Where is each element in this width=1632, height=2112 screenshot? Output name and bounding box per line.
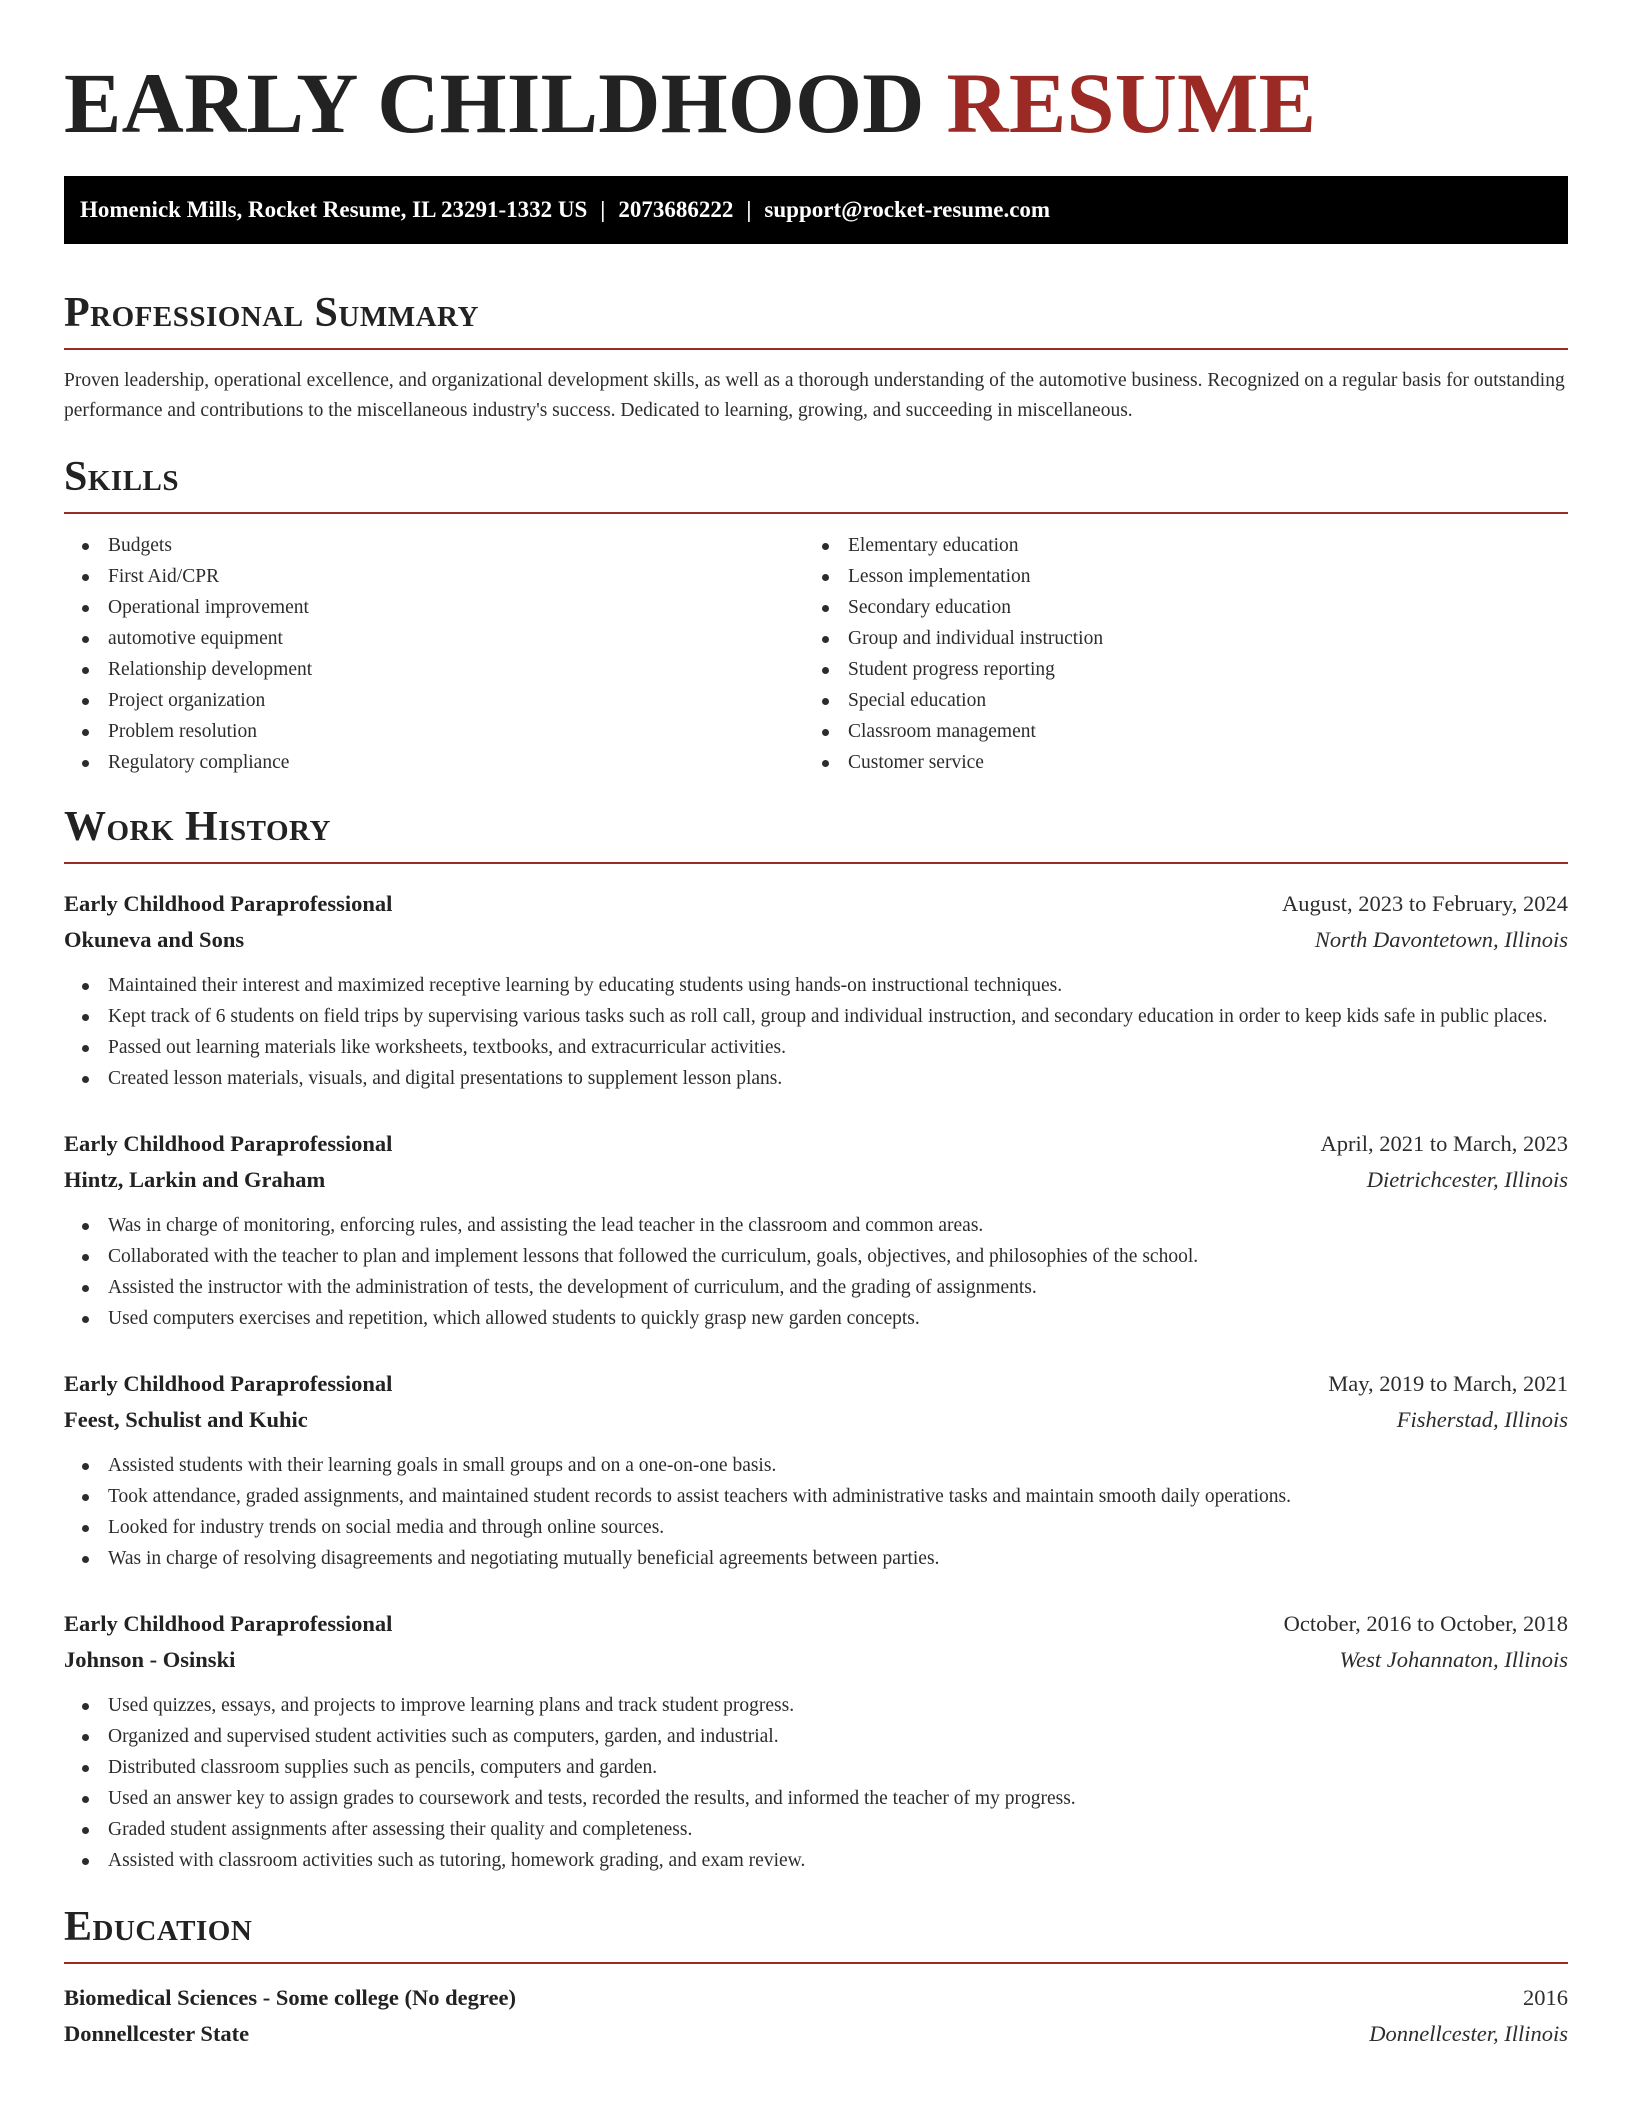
job-company: Okuneva and Sons: [64, 927, 245, 952]
education-heading: Education: [64, 1902, 1568, 1964]
job-entry: [64, 1606, 1568, 1876]
job-bullet: Used quizzes, essays, and projects to improve learning plans and track student progress.: [64, 1690, 1568, 1721]
contact-bar: [64, 176, 1568, 244]
summary-heading: Professional Summary: [64, 288, 1568, 350]
skill-item: Lesson implementation: [804, 561, 1544, 592]
skill-item: Group and individual instruction: [804, 623, 1544, 654]
work-history-heading: Work History: [64, 802, 1568, 864]
job-entry: [64, 886, 1568, 1094]
job-bullet: Distributed classroom supplies such as pencils, computers and garden.: [64, 1752, 1568, 1783]
job-bullet: Assisted students with their learning goals in small groups and on a one-on-one basis.: [64, 1450, 1568, 1481]
job-title: Early Childhood Paraprofessional: [64, 1611, 393, 1636]
job-bullet: Maintained their interest and maximized receptive learning by educating students using hands-on instructional techniques.: [64, 970, 1568, 1001]
skills-column-left: [64, 530, 804, 778]
job-bullet: Created lesson materials, visuals, and digital presentations to supplement lesson plans.: [64, 1063, 1568, 1094]
skill-item: Regulatory compliance: [64, 747, 804, 778]
education-location: Donnellcester, Illinois: [1369, 2021, 1568, 2046]
skill-item: Project organization: [64, 685, 804, 716]
contact-separator: |: [746, 197, 752, 222]
title-accent: RESUME: [946, 55, 1317, 151]
skills-list: [64, 530, 1568, 778]
job-company: Feest, Schulist and Kuhic: [64, 1407, 308, 1432]
skill-item: Student progress reporting: [804, 654, 1544, 685]
skill-item: Special education: [804, 685, 1544, 716]
job-company: Hintz, Larkin and Graham: [64, 1167, 326, 1192]
skill-item: First Aid/CPR: [64, 561, 804, 592]
skill-item: automotive equipment: [64, 623, 804, 654]
resume-page: [64, 0, 1568, 2052]
job-bullets: [64, 1210, 1568, 1334]
job-dates: August, 2023 to February, 2024: [1281, 891, 1568, 916]
job-bullets: [64, 1690, 1568, 1876]
job-bullet: Used computers exercises and repetition, which allowed students to quickly grasp new garden concepts.: [64, 1303, 1568, 1334]
job-title: Early Childhood Paraprofessional: [64, 1131, 393, 1156]
job-bullet: Assisted with classroom activities such as tutoring, homework grading, and exam review.: [64, 1845, 1568, 1876]
skill-item: Budgets: [64, 530, 804, 561]
job-dates: May, 2019 to March, 2021: [1328, 1371, 1568, 1396]
resume-title: [64, 55, 1568, 151]
job-bullet: Was in charge of monitoring, enforcing rules, and assisting the lead teacher in the classroom and common areas.: [64, 1210, 1568, 1241]
contact-address: Homenick Mills, Rocket Resume, IL 23291-1332 US: [80, 197, 588, 222]
skills-heading: Skills: [64, 452, 1568, 514]
job-bullets: [64, 1450, 1568, 1574]
skill-item: Classroom management: [804, 716, 1544, 747]
summary-text: Proven leadership, operational excellence, and organizational development skills, as well as a thorough understanding of the automotive business. Recognized on a regular basis for outstanding performance and contributions to the miscellaneous industry's success. Dedicated to learning, growing, and succeeding in miscellaneous.: [64, 370, 1565, 421]
job-bullet: Graded student assignments after assessing their quality and completeness.: [64, 1814, 1568, 1845]
job-dates: October, 2016 to October, 2018: [1283, 1611, 1568, 1636]
skills-column-right: [804, 530, 1544, 778]
job-bullet: Passed out learning materials like worksheets, textbooks, and extracurricular activities.: [64, 1032, 1568, 1063]
job-entry: [64, 1126, 1568, 1334]
job-bullet: Assisted the instructor with the administration of tests, the development of curriculum, and the grading of assignments.: [64, 1272, 1568, 1303]
skill-item: Problem resolution: [64, 716, 804, 747]
job-bullet: Looked for industry trends on social media and through online sources.: [64, 1512, 1568, 1543]
job-bullet: Collaborated with the teacher to plan and implement lessons that followed the curriculum, goals, objectives, and philosophies of the school.: [64, 1241, 1568, 1272]
skill-item: Elementary education: [804, 530, 1544, 561]
job-bullet: Used an answer key to assign grades to coursework and tests, recorded the results, and informed the teacher of my progress.: [64, 1783, 1568, 1814]
job-location: West Johannaton, Illinois: [1339, 1647, 1568, 1672]
contact-email: support@rocket-resume.com: [764, 197, 1051, 222]
contact-separator: |: [600, 197, 606, 222]
skill-item: Operational improvement: [64, 592, 804, 623]
skill-item: Secondary education: [804, 592, 1544, 623]
education-year: 2016: [1523, 1985, 1568, 2010]
job-location: Dietrichcester, Illinois: [1366, 1167, 1568, 1192]
job-bullet: Organized and supervised student activities such as computers, garden, and industrial.: [64, 1721, 1568, 1752]
job-company: Johnson - Osinski: [64, 1647, 236, 1672]
education-degree: Biomedical Sciences - Some college (No degree): [64, 1985, 516, 2010]
skill-item: Customer service: [804, 747, 1544, 778]
job-bullet: Took attendance, graded assignments, and maintained student records to assist teachers with administrative tasks and maintain smooth daily operations.: [64, 1481, 1568, 1512]
skill-item: Relationship development: [64, 654, 804, 685]
job-location: North Davontetown, Illinois: [1314, 927, 1568, 952]
education-school: Donnellcester State: [64, 2021, 250, 2046]
contact-phone: 2073686222: [618, 197, 734, 222]
job-location: Fisherstad, Illinois: [1396, 1407, 1568, 1432]
job-dates: April, 2021 to March, 2023: [1320, 1131, 1568, 1156]
job-title: Early Childhood Paraprofessional: [64, 891, 393, 916]
job-bullet: Was in charge of resolving disagreements and negotiating mutually beneficial agreements between parties.: [64, 1543, 1568, 1574]
education-entry: [64, 1980, 1568, 2052]
job-title: Early Childhood Paraprofessional: [64, 1371, 393, 1396]
job-bullet: Kept track of 6 students on field trips by supervising various tasks such as roll call, group and individual instruction, and secondary education in order to keep kids safe in public places.: [64, 1001, 1568, 1032]
title-main: EARLY CHILDHOOD: [64, 55, 925, 151]
job-bullets: [64, 970, 1568, 1094]
job-entry: [64, 1366, 1568, 1574]
